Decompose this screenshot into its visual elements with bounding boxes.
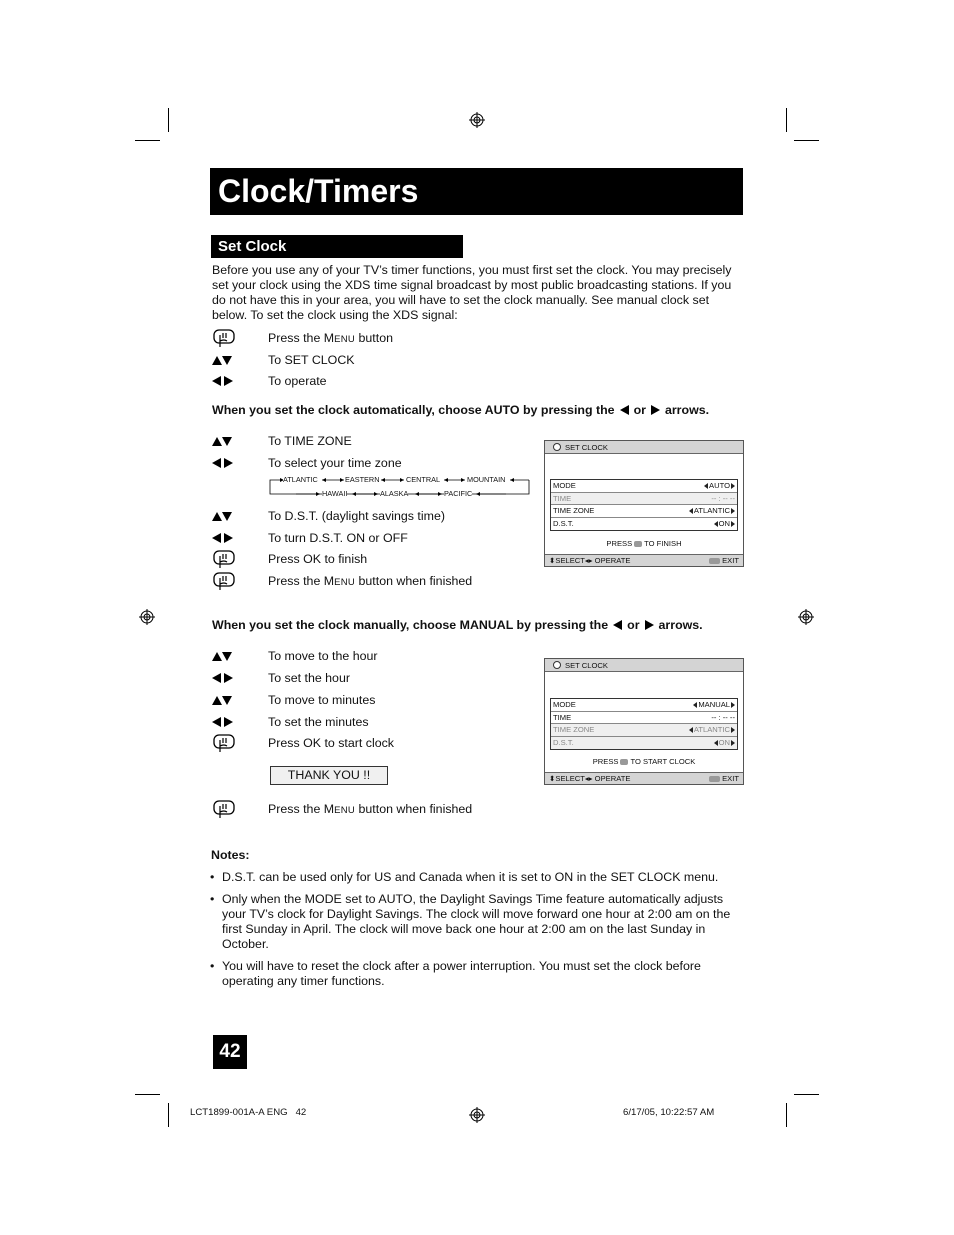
osd-row-time-zone: TIME ZONE ATLANTIC: [551, 724, 737, 737]
left-arrow-icon: [212, 533, 221, 543]
page-title: Clock/Timers: [210, 168, 743, 215]
left-arrow-icon: [704, 483, 708, 489]
step-select-zone: To select your time zone: [212, 453, 402, 473]
osd-row-mode: MODE MANUAL: [551, 699, 737, 712]
crop-mark: [794, 1094, 819, 1095]
clock-icon: [553, 443, 561, 451]
crop-mark: [135, 1094, 160, 1095]
left-arrow-icon: [212, 673, 221, 683]
step-time-zone: To TIME ZONE: [212, 431, 352, 451]
right-arrow-icon: [731, 521, 735, 527]
osd-set-clock-manual: SET CLOCK MODE MANUAL TIME -- : -- -- TIME ZONE ATLANTIC D.S.T. ON PRESS TO START CLOCK ⬍SELECT◂▸ OPERATE EXIT: [544, 658, 744, 785]
step-ok-start: Press OK to start clock: [212, 733, 394, 753]
intro-paragraph: Before you use any of your TV’s timer functions, you must first set the clock. You may precisely set your clock using the XDS time signal broadcast by most public broadcasting stations. If you do not have this in your area, you will have to set the clock manually. See manual clock set below. To set the clock using the XDS signal:: [212, 263, 732, 322]
osd-set-clock-auto: SET CLOCK MODE AUTO TIME -- : -- -- TIME ZONE ATLANTIC D.S.T. ON PRESS TO FINISH ⬍SELECT◂▸ OPERATE EXIT: [544, 440, 744, 567]
down-arrow-icon: [222, 512, 232, 521]
right-arrow-icon: [731, 483, 735, 489]
up-down-icon: ⬍: [549, 774, 556, 783]
note-item: • You will have to reset the clock after a power interruption. You must set the clock before operating any timer functions.: [210, 959, 746, 989]
up-arrow-icon: [212, 356, 222, 365]
remote-hand-icon: [212, 732, 236, 754]
right-arrow-icon: [731, 508, 735, 514]
step-move-minutes: To move to minutes: [212, 690, 375, 710]
left-arrow-icon: [689, 508, 693, 514]
down-arrow-icon: [222, 652, 232, 661]
registration-mark-icon: [469, 112, 485, 128]
manual-heading: When you set the clock manually, choose MANUAL by pressing the or arrows.: [212, 618, 703, 632]
osd-row-dst: D.S.T. ON: [551, 737, 737, 750]
step-set-clock: To SET CLOCK: [212, 350, 355, 370]
registration-mark-icon: [139, 609, 155, 625]
zone-central: CENTRAL: [406, 475, 441, 484]
down-arrow-icon: [222, 356, 232, 365]
left-arrow-icon: [620, 405, 629, 415]
up-down-icon: ⬍: [549, 556, 556, 565]
down-arrow-icon: [222, 696, 232, 705]
right-arrow-icon: [731, 727, 735, 733]
zone-eastern: EASTERN: [345, 475, 380, 484]
menu-button-icon: [709, 558, 720, 564]
crop-mark: [786, 108, 787, 132]
up-arrow-icon: [212, 696, 222, 705]
auto-heading: When you set the clock automatically, choose AUTO by pressing the or arrows.: [212, 403, 710, 417]
remote-hand-icon: [212, 327, 236, 349]
right-arrow-icon: [651, 405, 660, 415]
zone-hawaii: HAWAII: [322, 489, 348, 498]
left-right-icon: ◂▸: [584, 556, 593, 565]
ok-button-icon: [620, 759, 628, 765]
right-arrow-icon: [224, 376, 233, 386]
step-menu-finished: Press the MENU button when finished: [212, 571, 472, 591]
crop-mark: [168, 1103, 169, 1127]
registration-mark-icon: [798, 609, 814, 625]
osd-row-time: TIME -- : -- --: [551, 712, 737, 725]
step-move-hour: To move to the hour: [212, 646, 378, 666]
left-arrow-icon: [693, 702, 697, 708]
crop-mark: [786, 1103, 787, 1127]
step-set-minutes: To set the minutes: [212, 712, 369, 732]
osd-footer: ⬍SELECT◂▸ OPERATE EXIT: [545, 772, 743, 784]
osd-press-hint: PRESS TO START CLOCK: [592, 757, 696, 766]
remote-hand-icon: [212, 798, 236, 820]
crop-mark: [135, 140, 160, 141]
step-operate: To operate: [212, 371, 327, 391]
down-arrow-icon: [222, 437, 232, 446]
right-arrow-icon: [224, 458, 233, 468]
notes-title: Notes:: [211, 848, 250, 862]
note-item: • D.S.T. can be used only for US and Canada when it is set to ON in the SET CLOCK menu.: [210, 870, 746, 885]
ok-button-icon: [634, 541, 642, 547]
osd-row-time: TIME -- : -- --: [551, 493, 737, 506]
left-arrow-icon: [714, 521, 718, 527]
page-number: 42: [213, 1035, 247, 1069]
right-arrow-icon: [224, 717, 233, 727]
remote-hand-icon: [212, 548, 236, 570]
zone-atlantic: ATLANTIC: [283, 475, 318, 484]
step-menu-finished-manual: Press the MENU button when finished: [212, 799, 472, 819]
zone-pacific: PACIFIC: [444, 489, 473, 498]
left-arrow-icon: [613, 620, 622, 630]
left-arrow-icon: [714, 740, 718, 746]
zone-alaska: ALASKA: [380, 489, 409, 498]
footer-right: 6/17/05, 10:22:57 AM: [623, 1107, 715, 1118]
step-dst: To D.S.T. (daylight savings time): [212, 506, 445, 526]
step-ok-finish: Press OK to finish: [212, 549, 367, 569]
left-arrow-icon: [212, 376, 221, 386]
footer-left: LCT1899-001A-A ENG 42: [190, 1107, 307, 1118]
thank-you-message: THANK YOU !!: [270, 766, 388, 785]
osd-row-time-zone: TIME ZONE ATLANTIC: [551, 505, 737, 518]
step-press-menu: Press the MENU button: [212, 328, 393, 348]
clock-icon: [553, 661, 561, 669]
right-arrow-icon: [224, 533, 233, 543]
left-arrow-icon: [212, 458, 221, 468]
time-zone-diagram: [266, 472, 532, 502]
right-arrow-icon: [731, 702, 735, 708]
right-arrow-icon: [645, 620, 654, 630]
osd-footer: ⬍SELECT◂▸ OPERATE EXIT: [545, 554, 743, 566]
step-dst-on-off: To turn D.S.T. ON or OFF: [212, 528, 408, 548]
left-arrow-icon: [212, 717, 221, 727]
right-arrow-icon: [224, 673, 233, 683]
left-arrow-icon: [689, 727, 693, 733]
up-arrow-icon: [212, 652, 222, 661]
zone-mountain: MOUNTAIN: [467, 475, 506, 484]
remote-hand-icon: [212, 570, 236, 592]
note-item: • Only when the MODE set to AUTO, the Daylight Savings Time feature automatically adjusts your TV’s clock for Daylight Savings. The clock will move forward one hour at 2:00 am on the first Sunday in April. The clock will move back one hour at 2:00 am on the last Sunday in October.: [210, 892, 746, 952]
section-title: Set Clock: [211, 235, 463, 258]
right-arrow-icon: [731, 740, 735, 746]
menu-button-icon: [709, 776, 720, 782]
osd-row-dst: D.S.T. ON: [551, 518, 737, 531]
left-right-icon: ◂▸: [584, 774, 593, 783]
osd-press-hint: PRESS TO FINISH: [606, 539, 682, 548]
crop-mark: [794, 140, 819, 141]
up-arrow-icon: [212, 512, 222, 521]
step-set-hour: To set the hour: [212, 668, 350, 688]
crop-mark: [168, 108, 169, 132]
up-arrow-icon: [212, 437, 222, 446]
osd-row-mode: MODE AUTO: [551, 480, 737, 493]
registration-mark-icon: [469, 1107, 485, 1123]
